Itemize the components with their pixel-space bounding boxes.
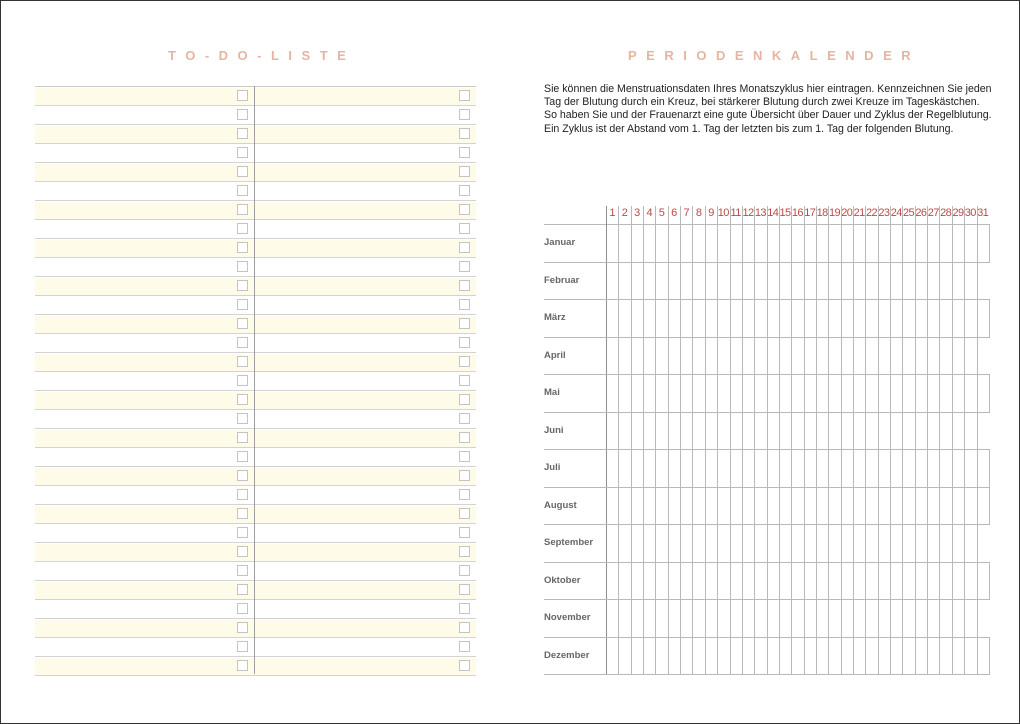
- todo-checkbox[interactable]: [237, 470, 248, 481]
- day-number-label: 31: [977, 207, 989, 219]
- todo-checkbox[interactable]: [237, 223, 248, 234]
- todo-row-fill: [35, 278, 476, 295]
- day-number-label: 9: [708, 207, 714, 219]
- todo-row: [35, 163, 476, 182]
- todo-checkbox[interactable]: [237, 166, 248, 177]
- todo-checkbox[interactable]: [237, 261, 248, 272]
- todo-checkbox[interactable]: [459, 261, 470, 272]
- todo-checkbox[interactable]: [237, 90, 248, 101]
- day-column-line: [668, 206, 669, 674]
- day-number-label: 14: [767, 207, 779, 219]
- todo-row: [35, 486, 476, 505]
- todo-row-fill: [35, 563, 476, 580]
- todo-row: [35, 600, 476, 619]
- day-number-label: 7: [683, 207, 690, 219]
- todo-checkbox[interactable]: [237, 128, 248, 139]
- day-number-label: 1: [609, 207, 615, 219]
- todo-checkbox[interactable]: [237, 489, 248, 500]
- todo-checkbox[interactable]: [459, 489, 470, 500]
- todo-checkbox[interactable]: [237, 546, 248, 557]
- todo-checkbox[interactable]: [459, 299, 470, 310]
- month-end-border: [989, 487, 990, 525]
- day-column-line: [680, 206, 681, 674]
- month-row-rule: [544, 449, 990, 450]
- day-column-line: [730, 206, 731, 674]
- todo-row-fill: [35, 620, 476, 637]
- month-row-rule: [544, 562, 990, 563]
- day-column-line: [804, 206, 805, 674]
- period-calendar-title: PERIODENKALENDER: [628, 48, 921, 63]
- day-number-label: 23: [878, 207, 890, 219]
- todo-row-fill: [35, 525, 476, 542]
- todo-row: [35, 106, 476, 125]
- day-number-label: 2: [621, 207, 628, 219]
- todo-checkbox[interactable]: [459, 641, 470, 652]
- todo-checkbox[interactable]: [237, 147, 248, 158]
- day-number-label: 3: [634, 207, 640, 219]
- day-column-line: [717, 206, 718, 674]
- todo-row: [35, 277, 476, 296]
- todo-checkbox[interactable]: [459, 223, 470, 234]
- month-label: Dezember: [544, 649, 590, 661]
- day-column-line: [865, 206, 866, 674]
- todo-checkbox[interactable]: [459, 413, 470, 424]
- month-row-rule: [544, 299, 990, 300]
- todo-row: [35, 220, 476, 239]
- todo-checkbox[interactable]: [237, 432, 248, 443]
- todo-row-fill: [35, 221, 476, 238]
- intro-line: So haben Sie und der Frauenarzt eine gute Übersicht über Dauer und Zyklus der Regelblutung.: [544, 109, 992, 122]
- day-number-label: 20: [841, 207, 853, 219]
- todo-row-fill: [35, 601, 476, 618]
- todo-row-fill: [35, 468, 476, 485]
- day-column-line: [705, 206, 706, 674]
- day-column-line: [964, 206, 965, 674]
- day-column-line: [890, 206, 891, 674]
- todo-row: [35, 334, 476, 353]
- month-row-rule: [544, 599, 990, 600]
- todo-checkbox[interactable]: [237, 109, 248, 120]
- todo-row-fill: [35, 183, 476, 200]
- month-label: August: [544, 499, 577, 511]
- todo-checkbox[interactable]: [237, 204, 248, 215]
- todo-checkbox[interactable]: [459, 603, 470, 614]
- day-number-label: 25: [903, 207, 915, 219]
- month-end-border: [989, 562, 990, 600]
- day-column-line: [631, 206, 632, 674]
- todo-row-fill: [35, 392, 476, 409]
- todo-checkbox[interactable]: [237, 641, 248, 652]
- todo-row: [35, 410, 476, 429]
- todo-row-fill: [35, 240, 476, 257]
- day-number-label: 8: [695, 207, 702, 219]
- todo-checkbox[interactable]: [237, 413, 248, 424]
- todo-checkbox[interactable]: [237, 356, 248, 367]
- todo-checkbox[interactable]: [459, 394, 470, 405]
- day-column-line: [618, 206, 619, 674]
- todo-checkbox[interactable]: [237, 603, 248, 614]
- todo-column-divider: [254, 86, 255, 674]
- month-end-border: [989, 449, 990, 487]
- day-number-label: 29: [952, 207, 964, 219]
- todo-row: [35, 638, 476, 657]
- day-number-label: 26: [915, 207, 927, 219]
- todo-checkbox[interactable]: [237, 508, 248, 519]
- day-number-label: 16: [791, 207, 803, 219]
- todo-row-fill: [35, 259, 476, 276]
- todo-checkbox[interactable]: [459, 565, 470, 576]
- todo-row: [35, 543, 476, 562]
- todo-row: [35, 448, 476, 467]
- todo-row: [35, 467, 476, 486]
- day-number-label: 12: [742, 207, 754, 219]
- day-number-label: 24: [890, 207, 902, 219]
- day-number-label: 22: [865, 207, 878, 219]
- todo-row: [35, 372, 476, 391]
- todo-checkbox[interactable]: [237, 185, 248, 196]
- todo-row-fill: [35, 297, 476, 314]
- todo-row-fill: [35, 430, 476, 447]
- todo-row-rule: [35, 675, 476, 676]
- day-number-label: 27: [927, 207, 939, 219]
- todo-row-fill: [35, 658, 476, 675]
- todo-row: [35, 315, 476, 334]
- todo-checkbox[interactable]: [237, 527, 248, 538]
- todo-row: [35, 353, 476, 372]
- month-end-border: [989, 637, 990, 675]
- day-column-line: [853, 206, 854, 674]
- todo-checkbox[interactable]: [459, 546, 470, 557]
- day-column-line: [791, 206, 792, 674]
- intro-line: Sie können die Menstruationsdaten Ihres Monatszyklus hier eintragen. Kennzeichnen Sie jeden: [544, 83, 992, 95]
- day-number-label: 10: [717, 207, 729, 219]
- todo-checkbox[interactable]: [237, 299, 248, 310]
- todo-list-title: TO-DO-LISTE: [168, 48, 356, 63]
- todo-checkbox[interactable]: [459, 318, 470, 329]
- day-number-label: 5: [658, 207, 665, 219]
- todo-checkbox[interactable]: [237, 280, 248, 291]
- todo-row-fill: [35, 164, 476, 181]
- day-column-line: [828, 206, 829, 674]
- day-column-line: [915, 206, 916, 674]
- todo-row-fill: [35, 316, 476, 333]
- day-number-label: 13: [754, 207, 766, 219]
- day-column-line: [655, 206, 656, 674]
- month-label: April: [544, 349, 566, 361]
- day-column-line: [841, 206, 842, 674]
- todo-checkbox[interactable]: [459, 508, 470, 519]
- day-column-line: [643, 206, 644, 674]
- day-column-line: [878, 206, 879, 674]
- month-label: Oktober: [544, 574, 581, 586]
- todo-checkbox[interactable]: [237, 660, 248, 671]
- month-label: Juli: [544, 462, 561, 473]
- todo-checkbox[interactable]: [459, 242, 470, 253]
- day-column-line: [754, 206, 755, 674]
- day-column-line: [939, 206, 940, 674]
- day-number-label: 21: [853, 207, 865, 219]
- day-number-label: 15: [779, 207, 791, 219]
- period-intro-text: [544, 83, 992, 136]
- month-label: Februar: [544, 274, 580, 286]
- month-label: Januar: [544, 237, 576, 248]
- month-row-rule: [544, 412, 990, 413]
- todo-checkbox[interactable]: [459, 204, 470, 215]
- day-number-label: 6: [671, 207, 677, 219]
- day-column-line: [742, 206, 743, 674]
- todo-checkbox[interactable]: [237, 337, 248, 348]
- todo-checkbox[interactable]: [459, 280, 470, 291]
- day-number-label: 4: [646, 207, 652, 219]
- todo-row: [35, 524, 476, 543]
- todo-row: [35, 619, 476, 638]
- day-number-label: 17: [804, 207, 816, 219]
- todo-checkbox[interactable]: [237, 451, 248, 462]
- todo-checkbox[interactable]: [459, 356, 470, 367]
- month-label: März: [544, 312, 566, 323]
- day-column-line: [977, 206, 978, 674]
- todo-row-fill: [35, 145, 476, 162]
- todo-checkbox[interactable]: [237, 375, 248, 386]
- todo-row-fill: [35, 126, 476, 143]
- todo-row-fill: [35, 335, 476, 352]
- todo-row-fill: [35, 582, 476, 599]
- todo-row: [35, 239, 476, 258]
- todo-checkbox[interactable]: [237, 394, 248, 405]
- todo-row: [35, 657, 476, 676]
- month-row-rule: [544, 262, 990, 263]
- month-row-rule: [544, 637, 990, 638]
- todo-row-fill: [35, 487, 476, 504]
- day-column-line: [952, 206, 953, 674]
- month-row-rule: [544, 524, 990, 525]
- todo-row: [35, 562, 476, 581]
- day-column-line: [767, 206, 768, 674]
- todo-checkbox[interactable]: [459, 90, 470, 101]
- day-column-line: [816, 206, 817, 674]
- todo-checkbox[interactable]: [459, 128, 470, 139]
- todo-row-fill: [35, 506, 476, 523]
- period-calendar-grid: [544, 206, 989, 676]
- todo-checkbox[interactable]: [459, 109, 470, 120]
- todo-row-fill: [35, 544, 476, 561]
- month-label: September: [544, 537, 594, 548]
- todo-checkbox[interactable]: [237, 622, 248, 633]
- month-column-divider: [606, 206, 607, 674]
- todo-checkbox[interactable]: [459, 166, 470, 177]
- day-number-label: 19: [828, 207, 840, 219]
- todo-checkbox[interactable]: [237, 565, 248, 576]
- todo-checkbox[interactable]: [459, 147, 470, 158]
- todo-row: [35, 201, 476, 220]
- todo-row-fill: [35, 373, 476, 390]
- day-column-line: [902, 206, 903, 674]
- todo-list: [35, 86, 476, 674]
- intro-line: Ein Zyklus ist der Abstand vom 1. Tag der letzten bis zum 1. Tag der folgenden Blutung.: [544, 122, 954, 135]
- todo-checkbox[interactable]: [459, 470, 470, 481]
- month-row-rule: [544, 487, 990, 488]
- todo-row-fill: [35, 88, 476, 105]
- intro-line: Tag der Blutung durch ein Kreuz, bei stärkerer Blutung durch zwei Kreuze im Tageskästchen.: [544, 96, 980, 109]
- todo-row: [35, 182, 476, 201]
- day-column-line: [927, 206, 928, 674]
- month-row-rule: [544, 337, 990, 338]
- month-label: Mai: [544, 387, 560, 398]
- todo-row-fill: [35, 107, 476, 124]
- month-row-rule: [544, 674, 990, 675]
- todo-checkbox[interactable]: [459, 451, 470, 462]
- todo-row-fill: [35, 354, 476, 371]
- month-label: November: [544, 612, 591, 623]
- todo-row-fill: [35, 639, 476, 656]
- day-number-label: 11: [730, 207, 741, 219]
- todo-checkbox[interactable]: [459, 185, 470, 196]
- todo-row: [35, 429, 476, 448]
- todo-row: [35, 505, 476, 524]
- month-end-border: [989, 224, 990, 262]
- todo-row-fill: [35, 202, 476, 219]
- month-end-border: [989, 374, 990, 412]
- todo-row-fill: [35, 411, 476, 428]
- todo-checkbox[interactable]: [459, 584, 470, 595]
- todo-checkbox[interactable]: [459, 375, 470, 386]
- todo-checkbox[interactable]: [459, 432, 470, 443]
- day-column-line: [779, 206, 780, 674]
- month-row-rule: [544, 374, 990, 375]
- todo-row: [35, 87, 476, 106]
- todo-checkbox[interactable]: [237, 584, 248, 595]
- todo-row-fill: [35, 449, 476, 466]
- todo-checkbox[interactable]: [237, 242, 248, 253]
- todo-checkbox[interactable]: [459, 660, 470, 671]
- month-label: Juni: [544, 424, 564, 436]
- month-end-border: [989, 299, 990, 337]
- todo-row: [35, 144, 476, 163]
- todo-checkbox[interactable]: [237, 318, 248, 329]
- day-number-label: 28: [940, 207, 952, 219]
- todo-row: [35, 258, 476, 277]
- todo-checkbox[interactable]: [459, 337, 470, 348]
- todo-row: [35, 296, 476, 315]
- todo-row: [35, 125, 476, 144]
- day-number-label: 18: [816, 207, 828, 219]
- todo-row: [35, 391, 476, 410]
- todo-row: [35, 581, 476, 600]
- day-number-label: 30: [964, 207, 976, 219]
- todo-checkbox[interactable]: [459, 527, 470, 538]
- day-column-line: [692, 206, 693, 674]
- todo-checkbox[interactable]: [459, 622, 470, 633]
